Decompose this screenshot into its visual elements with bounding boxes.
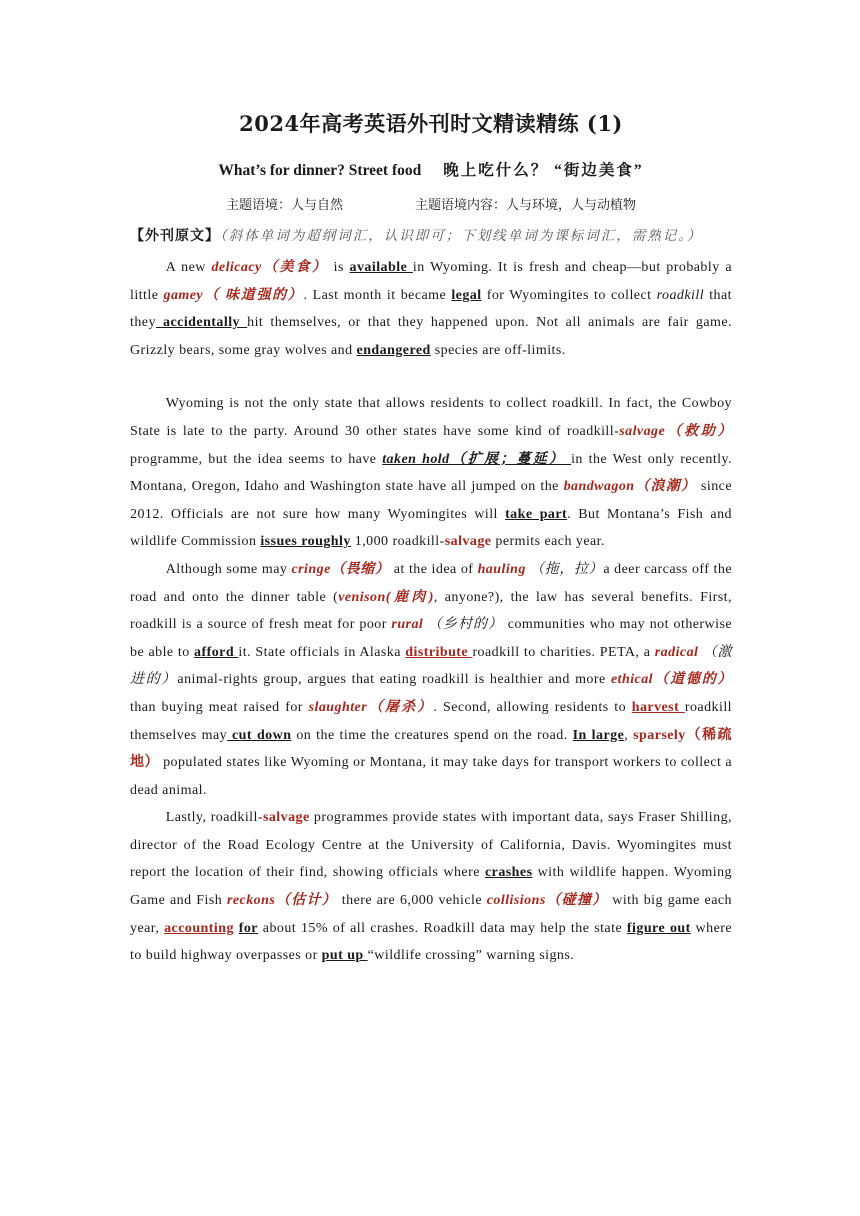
text: about 15% of all crashes. Roadkill data may help the state bbox=[257, 920, 627, 936]
vocab-advanced: venison(鹿肉) bbox=[338, 589, 434, 605]
text: with wildlife happen. Wyoming Game and Fish bbox=[130, 865, 732, 909]
theme-left: 主题语境：人与自然 bbox=[225, 198, 343, 213]
vocab-gloss: （乡村的） bbox=[423, 617, 504, 633]
vocab-core: figure out bbox=[626, 920, 691, 936]
text: , anyone?), the law has several benefits. First, roadkill is a source of fresh meat for poor bbox=[130, 589, 732, 633]
vocab-advanced: slaughter（屠杀） bbox=[308, 699, 434, 715]
paragraph-2 bbox=[130, 390, 732, 556]
subtitle-english: What’s for dinner? Street food bbox=[218, 162, 422, 179]
text: permits each year. bbox=[491, 534, 605, 550]
vocab-core-red: accounting bbox=[164, 920, 234, 936]
vocab-core: legal bbox=[451, 287, 482, 303]
subtitle-chinese: 晚上吃什么？ “街边美食” bbox=[443, 162, 644, 179]
text: programmes provide states with important data, says Fraser Shilling, director of the Road Ecology Centre at the University of California, Davis. Wyomingites must report the location of their find, showing officials where bbox=[130, 810, 732, 881]
text: Although some may bbox=[165, 561, 292, 577]
text: . Second, allowing residents to bbox=[433, 699, 632, 715]
text: since 2012. Officials are not sure how many Wyomingites will bbox=[130, 479, 732, 522]
vocab-advanced: reckons（估计） bbox=[226, 893, 338, 909]
text: in the West only recently. Montana, Oregon, Idaho and Washington state have all jumped on the bbox=[130, 451, 732, 495]
vocab-advanced: hauling bbox=[477, 561, 526, 577]
vocab-core: endangered bbox=[356, 342, 431, 358]
vocab-advanced: salvage（救助） bbox=[619, 423, 732, 439]
text: at the idea of bbox=[389, 561, 478, 577]
vocab-core-red: harvest bbox=[631, 699, 685, 715]
vocab-highlight: sparsely（稀疏地） bbox=[130, 727, 732, 771]
text: roadkill themselves may bbox=[130, 699, 733, 743]
text: 1,000 roadkill- bbox=[350, 534, 445, 550]
text: programme, but the idea seems to have bbox=[130, 451, 383, 467]
text: , bbox=[624, 727, 634, 743]
vocab-advanced: radical bbox=[654, 644, 699, 660]
text: . Last month it became bbox=[303, 287, 452, 303]
text: with big game each year, bbox=[130, 893, 732, 936]
vocab-highlight: salvage bbox=[262, 810, 310, 826]
paragraph-4 bbox=[130, 804, 732, 970]
theme-context bbox=[130, 194, 732, 213]
text: for Wyomingites to collect bbox=[481, 287, 657, 303]
text: hit themselves, or that they happened upon. Not all animals are fair game. Grizzly bears, some gray wolves and bbox=[130, 315, 732, 358]
vocab-core: afford bbox=[194, 644, 239, 660]
text: A new bbox=[165, 260, 212, 275]
text: in Wyoming. It is fresh and cheap—but probably a little bbox=[130, 260, 732, 303]
vocab-core: accidentally bbox=[155, 315, 248, 331]
document-page bbox=[130, 100, 732, 970]
vocab-highlight: salvage bbox=[444, 534, 492, 550]
text: species are off-limits. bbox=[430, 342, 566, 358]
paragraph-1 bbox=[130, 254, 732, 364]
text: roadkill to charities. PETA, a bbox=[472, 644, 655, 660]
text: Lastly, roadkill- bbox=[165, 810, 263, 826]
article-subtitle bbox=[130, 158, 732, 180]
vocab-core: for bbox=[238, 920, 258, 936]
vocab-advanced: cringe（畏缩） bbox=[291, 561, 390, 577]
vocab-core: issues roughly bbox=[260, 534, 351, 550]
text: “wildlife crossing” warning signs. bbox=[367, 948, 575, 964]
vocab-core: cut down bbox=[227, 727, 292, 743]
text: animal-rights group, argues that eating roadkill is healthier and more bbox=[177, 672, 611, 688]
document-title: 2024年高考英语外刊时文精读精练 (1) bbox=[239, 111, 623, 136]
theme-right: 主题语境内容：人与环境，人与动植物 bbox=[415, 198, 637, 213]
vocab-advanced: bandwagon（浪潮） bbox=[563, 479, 697, 495]
vocab-advanced: delicacy（美食） bbox=[211, 260, 328, 275]
text: is bbox=[327, 260, 350, 275]
text: than buying meat raised for bbox=[130, 699, 309, 715]
vocab-core: crashes bbox=[485, 865, 533, 881]
text: on the time the creatures spend on the road. bbox=[291, 727, 573, 743]
vocab-core: available bbox=[349, 260, 413, 275]
vocab-core: take part bbox=[505, 506, 568, 522]
vocab-gloss: （激进的） bbox=[130, 644, 733, 688]
intro-note: （斜体单词为超纲词汇，认识即可；下划线单词为课标词汇，需熟记。） bbox=[220, 228, 703, 244]
text: a deer carcass off the road and onto the dinner table ( bbox=[130, 561, 732, 605]
text: . But Montana’s Fish and wildlife Commission bbox=[130, 506, 732, 550]
text: it. State officials in Alaska bbox=[238, 644, 406, 660]
vocab-advanced: gamey（ 味道强的） bbox=[163, 287, 304, 303]
text: communities who may not otherwise be able to bbox=[130, 617, 733, 660]
vocab-core-red: distribute bbox=[405, 644, 473, 660]
source-intro bbox=[130, 223, 732, 250]
vocab-core: put up bbox=[321, 948, 368, 964]
text: where to build highway overpasses or bbox=[130, 920, 733, 964]
vocab-gloss: （拖，拉） bbox=[525, 561, 604, 577]
vocab-core: In large bbox=[572, 727, 625, 743]
vocab-advanced: ethical（道德的） bbox=[610, 672, 732, 688]
text: there are 6,000 vehicle bbox=[337, 893, 487, 909]
text: populated states like Wyoming or Montana, it may take days for transport workers to collect a dead animal. bbox=[130, 755, 732, 798]
intro-label: 【外刊原文】 bbox=[130, 228, 220, 244]
vocab-advanced: collisions（碰撞） bbox=[486, 893, 608, 909]
vocab-advanced: rural bbox=[391, 617, 424, 633]
text: that they bbox=[130, 287, 733, 331]
vocab-italic: roadkill bbox=[656, 287, 705, 303]
text: Wyoming is not the only state that allows residents to collect roadkill. In fact, the Cowboy State is late to the party. Around 30 other states have some kind of roadkill- bbox=[130, 396, 732, 439]
paragraph-3 bbox=[130, 556, 732, 804]
vocab-core: taken hold（扩展；蔓延） bbox=[382, 451, 572, 467]
